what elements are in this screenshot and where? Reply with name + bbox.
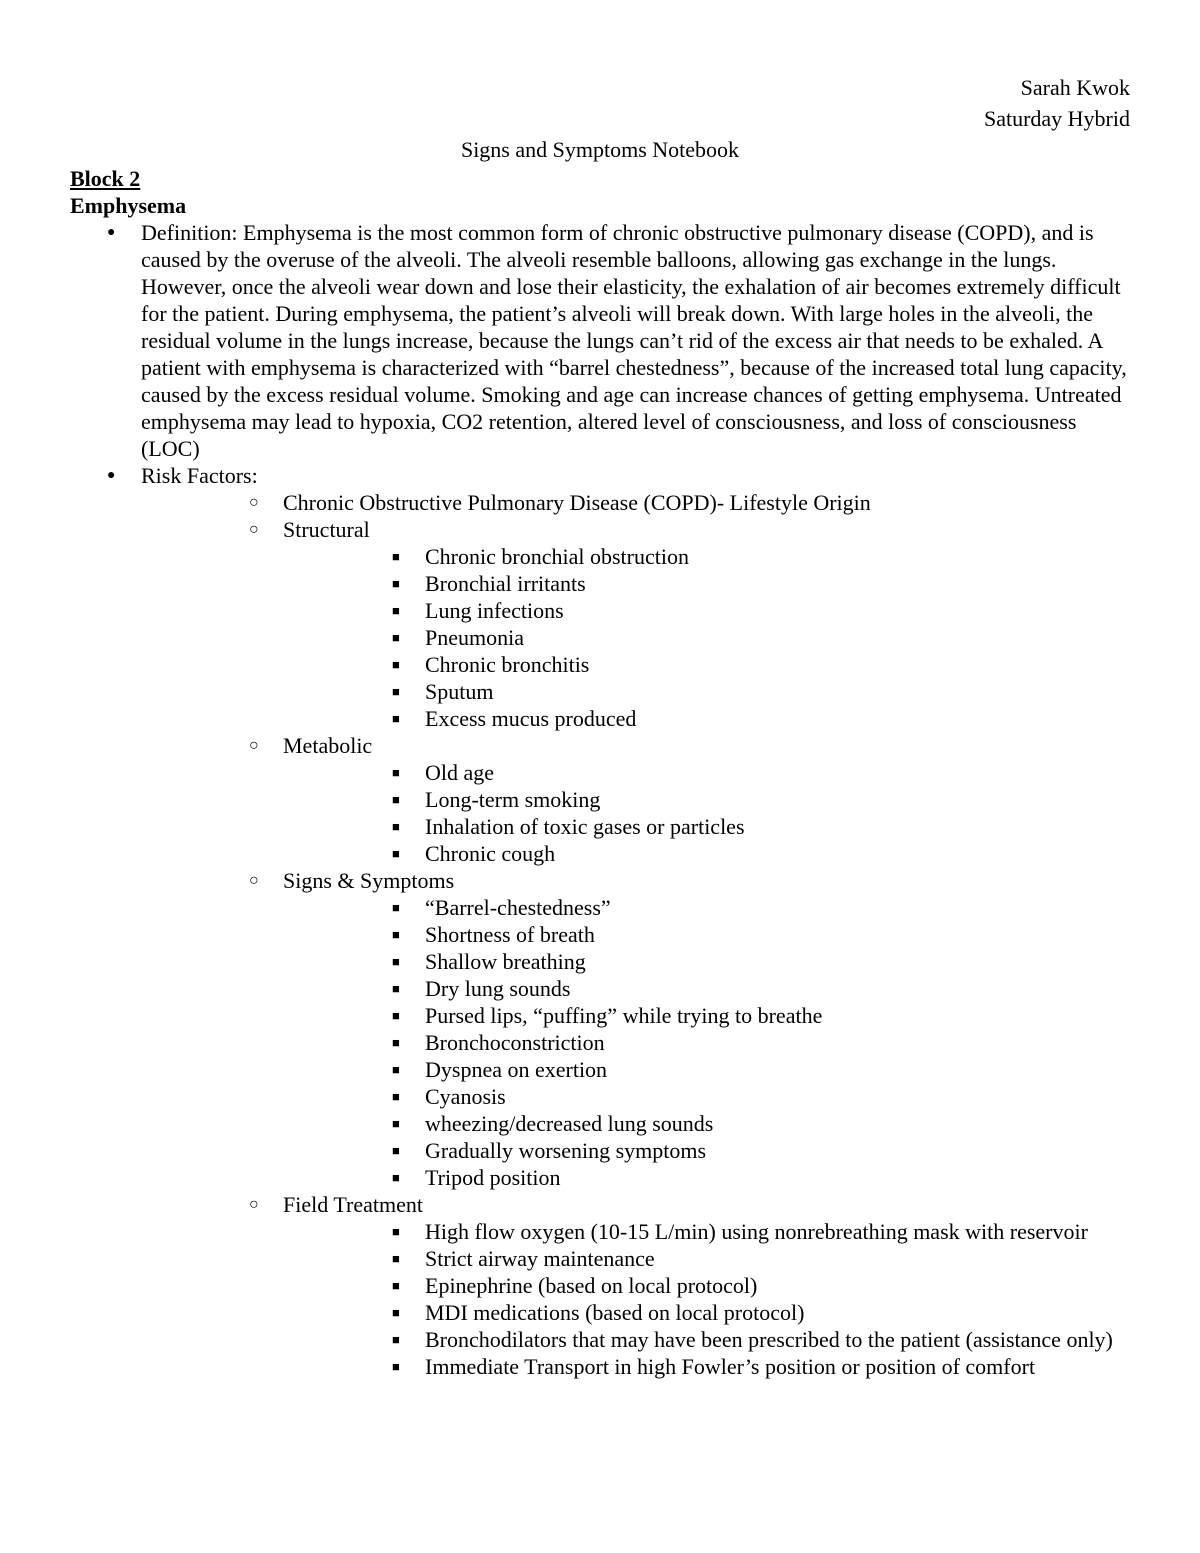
metabolic-label: Metabolic	[283, 733, 373, 758]
list-item	[354, 705, 1130, 732]
list-item-text: Bronchodilators that may have been prescribed to the patient (assistance only)	[425, 1327, 1113, 1352]
structural-label: Structural	[283, 517, 370, 542]
treatment-list	[283, 1218, 1130, 1380]
bullet-square-icon: ■	[392, 1278, 400, 1293]
list-item	[354, 1029, 1130, 1056]
list-item-text: Strict airway maintenance	[425, 1246, 655, 1271]
top-level-list	[70, 219, 1130, 1380]
list-item	[354, 651, 1130, 678]
bullet-square-icon: ■	[392, 711, 400, 726]
list-item-text: Inhalation of toxic gases or particles	[425, 814, 745, 839]
bullet-square-icon: ■	[392, 1143, 400, 1158]
bullet-square-icon: ■	[392, 630, 400, 645]
bullet-square-icon: ■	[392, 954, 400, 969]
signs-group	[212, 867, 1130, 1191]
list-item-text: Epinephrine (based on local protocol)	[425, 1273, 758, 1298]
list-item-text: Excess mucus produced	[425, 706, 637, 731]
treatment-group	[212, 1191, 1130, 1380]
bullet-square-icon: ■	[392, 1089, 400, 1104]
bullet-square-icon: ■	[392, 1359, 400, 1374]
list-item	[354, 1164, 1130, 1191]
risk-factors-list	[141, 489, 1130, 1380]
risk-factors-item	[70, 462, 1130, 1380]
document-page	[70, 72, 1130, 1380]
copd-item-text: Chronic Obstructive Pulmonary Disease (COPD)- Lifestyle Origin	[283, 490, 871, 515]
bullet-square-icon: ■	[392, 981, 400, 996]
list-item-text: wheezing/decreased lung sounds	[425, 1111, 714, 1136]
list-item-text: Chronic cough	[425, 841, 556, 866]
bullet-open-circle-icon: ○	[249, 737, 259, 754]
list-item	[354, 1326, 1130, 1353]
structural-list	[283, 543, 1130, 732]
treatment-label: Field Treatment	[283, 1192, 423, 1217]
bullet-square-icon: ■	[392, 900, 400, 915]
author-name: Sarah Kwok	[1020, 75, 1130, 100]
list-item-text: Pursed lips, “puffing” while trying to breathe	[425, 1003, 823, 1028]
list-item	[354, 597, 1130, 624]
list-item	[354, 759, 1130, 786]
metabolic-list	[283, 759, 1130, 867]
list-item-text: Long-term smoking	[425, 787, 601, 812]
bullet-open-circle-icon: ○	[249, 494, 259, 511]
definition-item	[70, 219, 1130, 462]
metabolic-group	[212, 732, 1130, 867]
bullet-square-icon: ■	[392, 684, 400, 699]
list-item-text: Lung infections	[425, 598, 564, 623]
list-item-text: Bronchoconstriction	[425, 1030, 605, 1055]
list-item	[354, 570, 1130, 597]
risk-factors-label: Risk Factors:	[141, 463, 258, 488]
list-item-text: Immediate Transport in high Fowler’s position or position of comfort	[425, 1354, 1036, 1379]
bullet-square-icon: ■	[392, 927, 400, 942]
list-item	[354, 1353, 1130, 1380]
list-item-text: Cyanosis	[425, 1084, 506, 1109]
list-item	[354, 921, 1130, 948]
list-item	[354, 543, 1130, 570]
block-heading: Block 2	[70, 166, 141, 191]
bullet-square-icon: ■	[392, 1062, 400, 1077]
bullet-square-icon: ■	[392, 603, 400, 618]
list-item-text: “Barrel-chestedness”	[425, 895, 611, 920]
bullet-square-icon: ■	[392, 576, 400, 591]
list-item	[354, 1056, 1130, 1083]
bullet-square-icon: ■	[392, 846, 400, 861]
bullet-square-icon: ■	[392, 1332, 400, 1347]
list-item-text: Dyspnea on exertion	[425, 1057, 608, 1082]
list-item-text: Shortness of breath	[425, 922, 595, 947]
bullet-square-icon: ■	[392, 1170, 400, 1185]
list-item-text: Old age	[425, 760, 495, 785]
bullet-open-circle-icon: ○	[249, 521, 259, 538]
list-item-text: Pneumonia	[425, 625, 524, 650]
list-item	[354, 1110, 1130, 1137]
list-item	[354, 1218, 1130, 1245]
bullet-square-icon: ■	[392, 1008, 400, 1023]
list-item-text: Shallow breathing	[425, 949, 586, 974]
class-name: Saturday Hybrid	[983, 106, 1130, 131]
list-item	[354, 624, 1130, 651]
list-item-text: Dry lung sounds	[425, 976, 571, 1001]
bullet-square-icon: ■	[392, 549, 400, 564]
bullet-square-icon: ■	[392, 792, 400, 807]
bullet-square-icon: ■	[392, 1116, 400, 1131]
list-item	[354, 1299, 1130, 1326]
copd-item	[212, 489, 1130, 516]
list-item-text: High flow oxygen (10-15 L/min) using nonrebreathing mask with reservoir	[425, 1219, 1088, 1244]
list-item-text: Tripod position	[425, 1165, 561, 1190]
definition-text: Definition: Emphysema is the most common form of chronic obstructive pulmonary disease (COPD), and is caused by the overuse of the alveoli. The alveoli resemble balloons, allowing gas exchange in the lungs. However, once the alveoli wear down and lose their elasticity, the exhalation of air becomes extremely difficult for the patient. During emphysema, the patient’s alveoli will break down. With large holes in the alveoli, the residual volume in the lungs increase, because the lungs can’t rid of the excess air that needs to be exhaled. A patient with emphysema is characterized with “barrel chestedness”, because of the increased total lung capacity, caused by the excess residual volume. Smoking and age can increase chances of getting emphysema. Untreated emphysema may lead to hypoxia, CO2 retention, altered level of consciousness, and loss of consciousness (LOC)	[141, 220, 1127, 461]
document-title: Signs and Symptoms Notebook	[460, 137, 740, 162]
list-item	[354, 1245, 1130, 1272]
list-item-text: Chronic bronchitis	[425, 652, 590, 677]
list-item	[354, 894, 1130, 921]
bullet-square-icon: ■	[392, 1224, 400, 1239]
list-item	[354, 1272, 1130, 1299]
list-item-text: Sputum	[425, 679, 494, 704]
bullet-open-circle-icon: ○	[249, 872, 259, 889]
structural-group	[212, 516, 1130, 732]
list-item	[354, 975, 1130, 1002]
list-item-text: Bronchial irritants	[425, 571, 586, 596]
signs-list	[283, 894, 1130, 1191]
list-item	[354, 1083, 1130, 1110]
section-heading: Emphysema	[70, 193, 187, 218]
list-item	[354, 1002, 1130, 1029]
bullet-square-icon: ■	[392, 657, 400, 672]
list-item-text: MDI medications (based on local protocol)	[425, 1300, 805, 1325]
list-item	[354, 1137, 1130, 1164]
bullet-square-icon: ■	[392, 1035, 400, 1050]
list-item	[354, 948, 1130, 975]
list-item-text: Chronic bronchial obstruction	[425, 544, 689, 569]
signs-label: Signs & Symptoms	[283, 868, 455, 893]
bullet-square-icon: ■	[392, 1305, 400, 1320]
list-item	[354, 786, 1130, 813]
bullet-filled-circle-icon: ●	[107, 468, 116, 483]
bullet-open-circle-icon: ○	[249, 1196, 259, 1213]
bullet-square-icon: ■	[392, 765, 400, 780]
list-item	[354, 840, 1130, 867]
list-item	[354, 813, 1130, 840]
bullet-square-icon: ■	[392, 1251, 400, 1266]
list-item	[354, 678, 1130, 705]
bullet-square-icon: ■	[392, 819, 400, 834]
bullet-filled-circle-icon: ●	[107, 225, 116, 240]
list-item-text: Gradually worsening symptoms	[425, 1138, 707, 1163]
